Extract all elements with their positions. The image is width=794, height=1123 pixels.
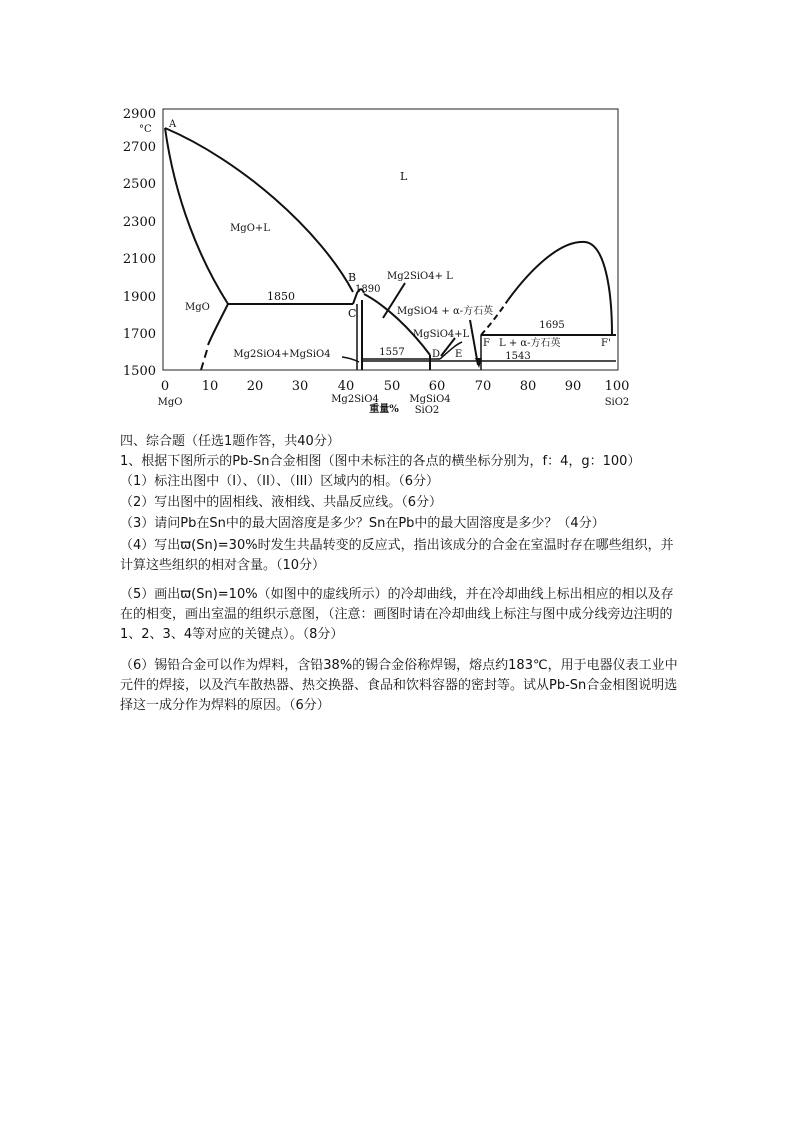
point-c: C <box>348 307 357 320</box>
point-b: B <box>348 271 357 284</box>
y-tick-1700: 1700 <box>122 327 156 342</box>
solidus-mgo <box>165 128 228 304</box>
temp-1695: 1695 <box>539 320 565 331</box>
x-tick-70: 70 <box>474 379 492 394</box>
sub-question-1: （1）标注出图中（I）、（II）、（III）区域内的相。（6分） <box>120 474 440 489</box>
region-mg2-mgsio4: Mg2SiO4+MgSiO4 <box>233 349 331 360</box>
label-sio2-bottom: SiO2 <box>604 397 630 408</box>
y-tick-2100: 2100 <box>122 252 156 267</box>
x-tick-80: 80 <box>519 379 537 394</box>
x-tick-90: 90 <box>564 379 582 394</box>
sub-question-6: （6）锡铅合金可以作为焊料，含铅38%的锡合金俗称焊锡，熔点约183℃，用于电器仪表工业中元件的焊接，以及汽车散热器、热交换器、食品和饮料容器的密封等。试从Pb-Sn合金相图说明选择这一成分作为焊料的原因。（6分） <box>120 658 678 713</box>
x-tick-50: 50 <box>383 379 401 394</box>
point-a: A <box>169 119 177 130</box>
section-heading: 四、综合题（任选1题作答，共40分） <box>120 434 340 449</box>
y-tick-1500: 1500 <box>122 364 156 379</box>
y-tick-2500: 2500 <box>122 177 156 192</box>
y-tick-2700: 2700 <box>122 140 156 155</box>
y-tick-1900: 1900 <box>122 290 156 305</box>
temp-1543: 1543 <box>505 351 531 362</box>
label-mgsio4-bottom: MgSiO4 <box>409 394 451 405</box>
liquidus-mg2sio4 <box>364 294 430 355</box>
region-mgo-l: MgO+L <box>230 223 270 234</box>
x-tick-30: 30 <box>291 379 309 394</box>
x-tick-20: 20 <box>246 379 264 394</box>
sub-question-5: （5）画出ϖ(Sn)=10%（如图中的虚线所示）的冷却曲线，并在冷却曲线上标出相应的相以及存在的相变，画出室温的组织示意图，（注意：画图时请在冷却曲线上标注与图中成分线旁边注明的1、2、3、4等对应的关键点）。（8分） <box>120 587 674 642</box>
label-mg2sio4-bottom: Mg2SiO4 <box>331 394 379 405</box>
region-l: L <box>400 170 408 183</box>
region-mgo: MgO <box>185 302 210 313</box>
temp-1850: 1850 <box>267 290 295 303</box>
point-d: D <box>432 349 441 360</box>
x-tick-60: 60 <box>428 379 446 394</box>
region-mg2sio4-l: Mg2SiO4+ L <box>387 271 453 282</box>
x-tick-10: 10 <box>201 379 219 394</box>
point-f: F <box>483 338 490 349</box>
temp-1557: 1557 <box>379 347 405 358</box>
sub-question-3: （3）请问Pb在Sn中的最大固溶度是多少？Sn在Pb中的最大固溶度是多少？（4分） <box>120 516 605 531</box>
region-mgsio4-l: MgSiO4+L <box>413 329 470 340</box>
x-tick-100: 100 <box>604 379 630 394</box>
mgo-boundary <box>208 304 228 345</box>
question-1: 1、根据下图所示的Pb-Sn合金相图（图中未标注的各点的横坐标分别为，f：4，g：100） <box>120 454 641 469</box>
y-tick-2900: 2900 <box>122 107 156 122</box>
label-mgo-bottom: MgO <box>157 397 183 408</box>
temp-1890: 1890 <box>355 284 381 295</box>
label-sio2-mid: SiO2 <box>414 405 440 416</box>
x-tick-0: 0 <box>160 379 170 394</box>
region-mgsio4-quartz: MgSiO4 + α-方石英 <box>397 306 494 317</box>
phase-diagram <box>0 0 794 430</box>
sub-question-2: （2）写出图中的固相线、液相线、共晶反应线。（6分） <box>120 495 443 510</box>
x-tick-40: 40 <box>337 379 355 394</box>
y-tick-2300: 2300 <box>122 215 156 230</box>
sub-question-4: （4）写出ϖ(Sn)=30%时发生共晶转变的反应式，指出该成分的合金在室温时存在哪些组织，并计算这些组织的相对含量。（10分） <box>120 538 674 573</box>
y-unit: °C <box>139 124 152 135</box>
point-f-prime: F' <box>601 338 611 349</box>
region-l-quartz: L + α-方石英 <box>499 338 561 349</box>
liquidus-mgo <box>165 128 353 292</box>
label-weight-percent: 重量% <box>369 404 399 415</box>
mgo-boundary-dashed <box>201 350 207 370</box>
point-e: E <box>455 349 463 360</box>
